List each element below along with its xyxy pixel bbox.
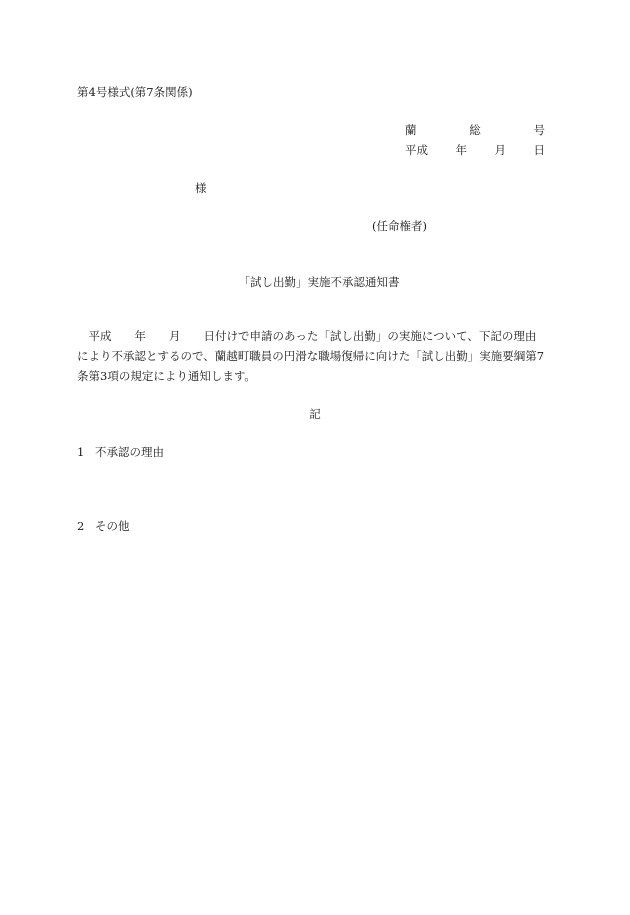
reference-number-row [405,122,545,138]
list-item [77,444,164,460]
reference-date-row [405,142,545,158]
item-label: その他 [95,519,130,533]
list-item [77,518,130,534]
date-month: 月 [494,143,506,157]
body-line: 平成 年 月 日付けで申請のあった「試し出勤」の実施について、下記の理由 [77,329,537,343]
reference-category: 総 [469,123,481,137]
ki-heading: 記 [309,407,321,421]
addressee-suffix: 様 [195,181,207,195]
date-day: 日 [533,143,545,157]
reference-prefix: 蘭 [405,123,417,137]
body-line: により不承認とするので、蘭越町職員の円滑な職場復帰に向けた「試し出勤」実施要綱第7 [77,349,545,363]
body-paragraph [77,326,547,386]
item-label: 不承認の理由 [95,445,164,459]
appointing-authority: (任命権者) [372,219,427,233]
date-era: 平成 [405,143,428,157]
reference-number-suffix: 号 [533,123,545,137]
date-year: 年 [455,143,467,157]
item-number: 1 [77,445,85,459]
document-title: 「試し出勤」実施不承認通知書 [238,275,400,289]
item-number: 2 [77,519,85,533]
form-number-label: 第4号様式(第7条関係) [77,85,193,99]
body-line: 条第3項の規定により通知します。 [77,369,256,383]
